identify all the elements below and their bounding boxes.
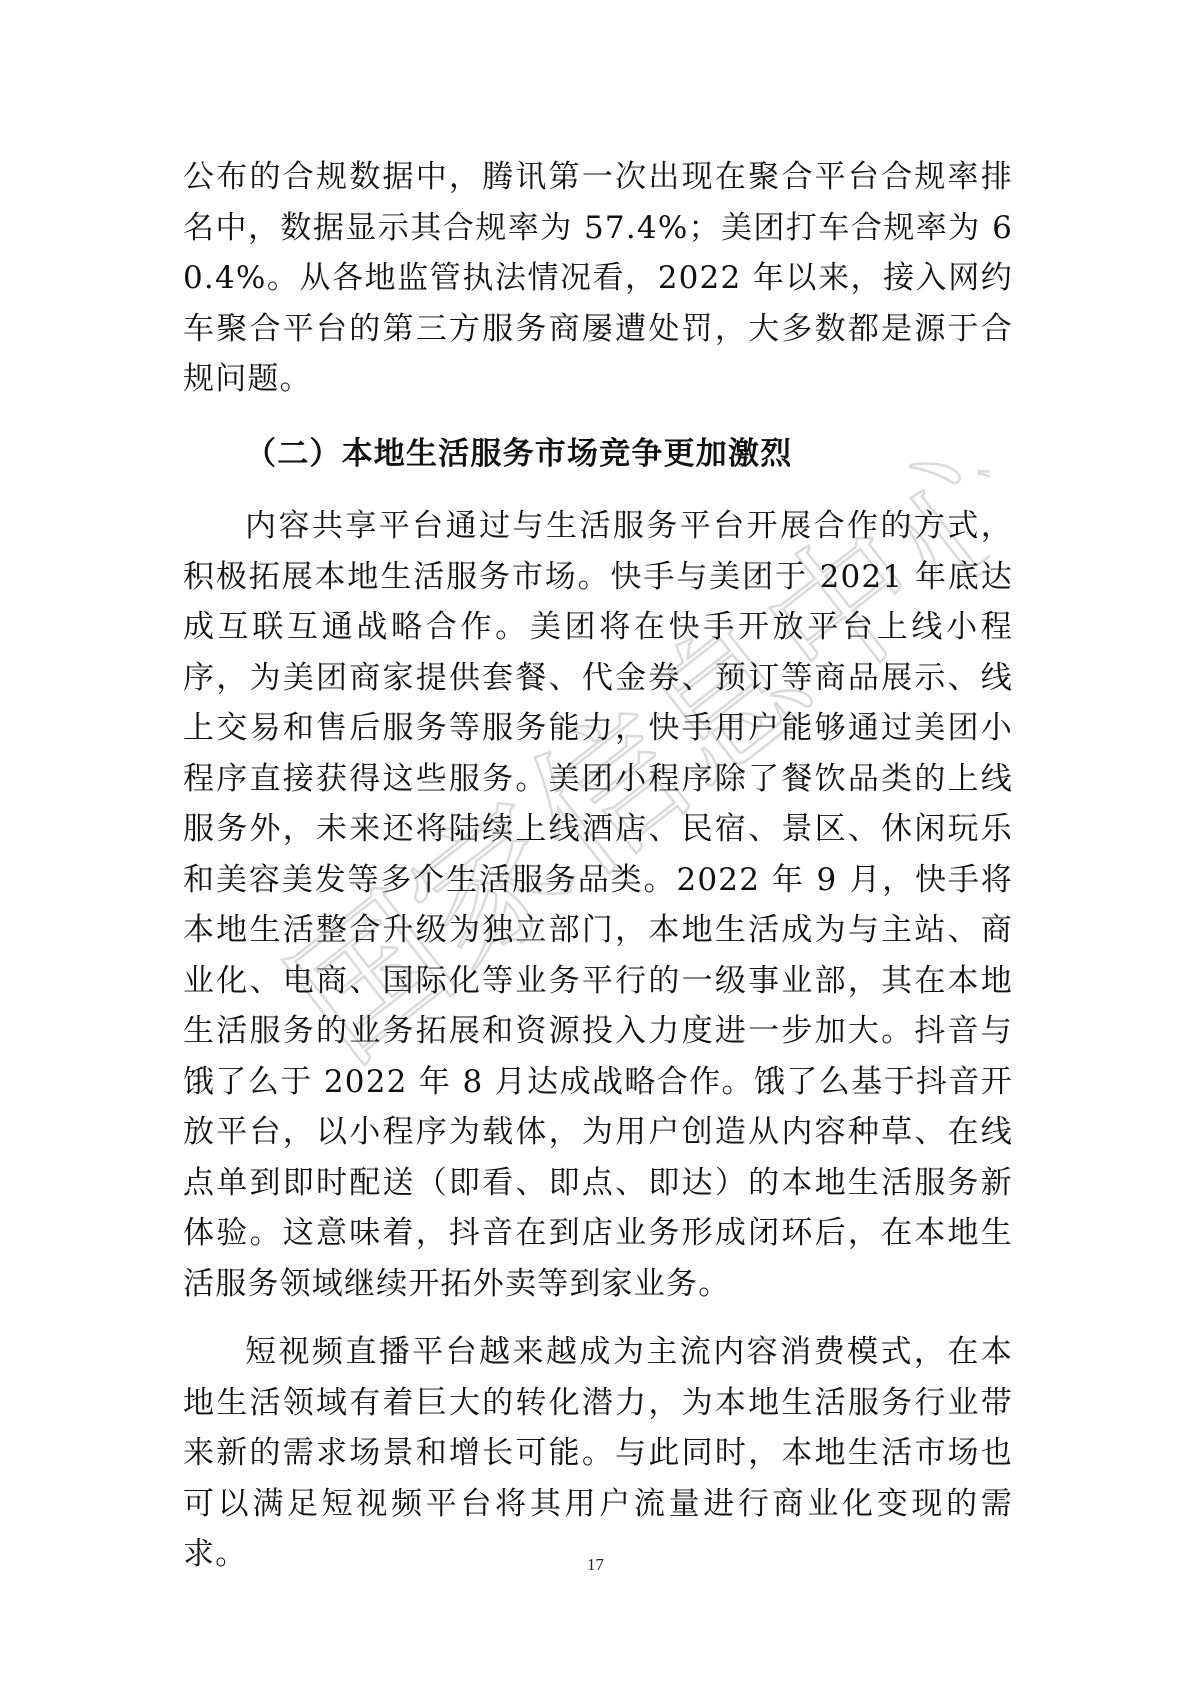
document-body [183,152,1013,1580]
paragraph-local-life-cooperation: 内容共享平台通过与生活服务平台开展合作的方式，积极拓展本地生活服务市场。快手与美团于 2021 年底达成互联互通战略合作。美团将在快手开放平台上线小程序，为美团商家提供套餐、代金券、预订等商品展示、线上交易和售后服务等服务能力，快手用户能够通过美团小程序直接获得这些服务。美团小程序除了餐饮品类的上线服务外，未来还将陆续上线酒店、民宿、景区、休闲玩乐和美容美发等多个生活服务品类。2022 年 9 月，快手将本地生活整合升级为独立部门，本地生活成为与主站、商业化、电商、国际化等业务平行的一级事业部，其在本地生活服务的业务拓展和资源投入力度进一步加大。抖音与饿了么于 2022 年 8 月达成战略合作。饿了么基于抖音开放平台，以小程序为载体，为用户创造从内容种草、在线点单到即时配送（即看、即点、即达）的本地生活服务新体验。这意味着，抖音在到店业务形成闭环后，在本地生活服务领域继续开拓外卖等到家业务。 [183,508,1013,1302]
page-number: 17 [587,1555,604,1574]
paragraph-compliance: 公布的合规数据中，腾讯第一次出现在聚合平台合规率排名中，数据显示其合规率为 57.4%；美团打车合规率为 60.4%。从各地监管执法情况看，2022 年以来，接入网约车聚合平台的第三方服务商屡遭处罚，大多数都是源于合规问题。 [183,159,1013,397]
watermark-text: 国家信息中心 [260,430,990,1094]
paragraph-gap [183,1309,1013,1327]
paragraph-short-video: 短视频直播平台越来越成为主流内容消费模式，在本地生活领域有着巨大的转化潜力，为本地生活服务行业带来新的需求场景和增长可能。与此同时，本地生活市场也可以满足短视频平台将其用户流量进行商业化变现的需求。 [183,1334,1013,1572]
section-heading: （二）本地生活服务市场竞争更加激烈 [245,435,793,472]
